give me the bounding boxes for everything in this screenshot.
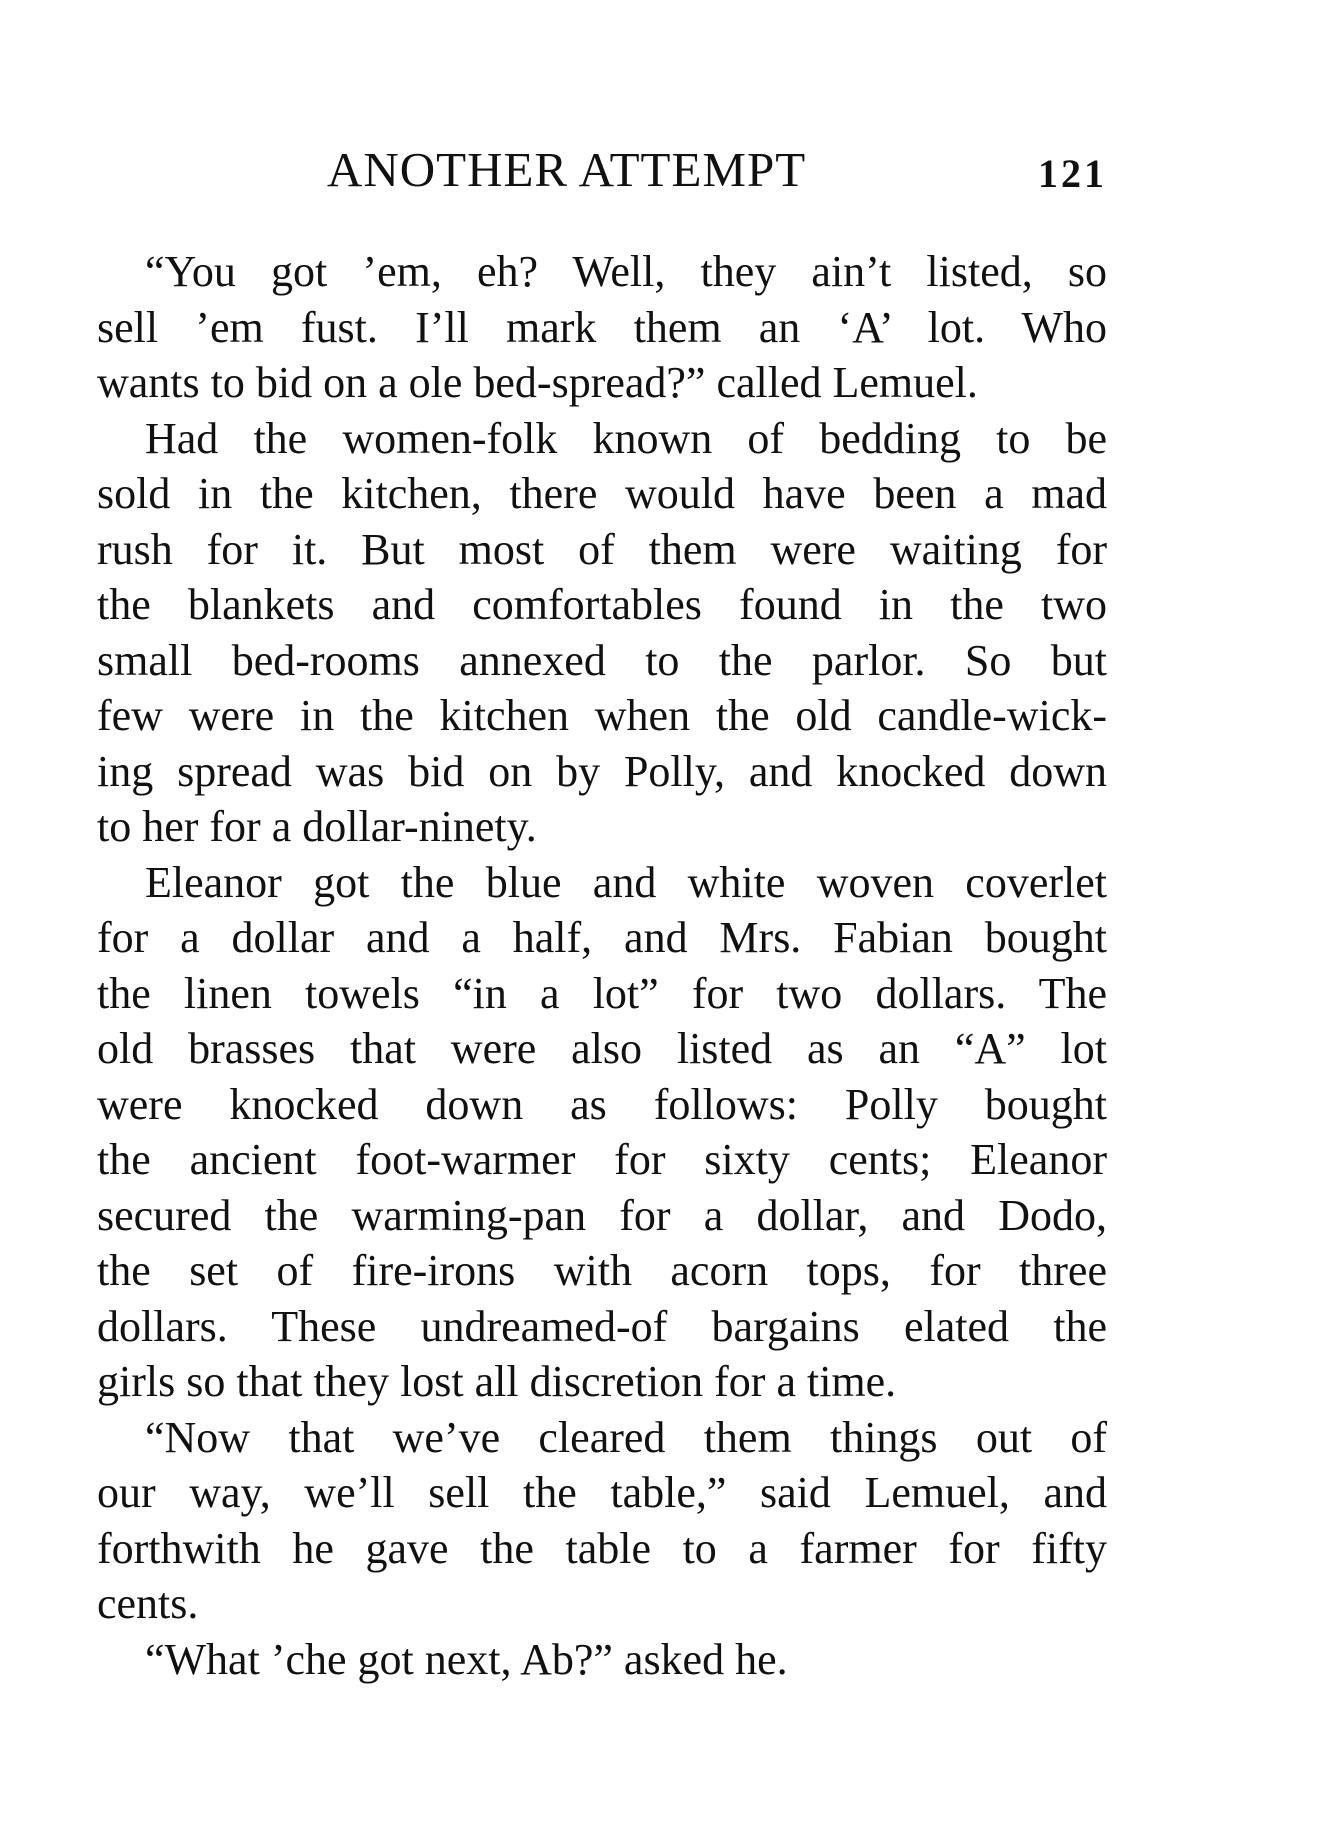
chapter-title: ANOTHER ATTEMPT <box>327 142 807 197</box>
text-line: our way, we’ll sell the table,” said Lemuel, and <box>97 1468 1107 1517</box>
text-line: the ancient foot-warmer for sixty cents; Eleanor <box>97 1135 1107 1184</box>
text-line: Had the women-folk known of bedding to be <box>145 413 1107 463</box>
text-line: girls so that they lost all discretion for a time. <box>97 1357 897 1406</box>
text-line: secured the warming-pan for a dollar, and Dodo, <box>97 1190 1107 1240</box>
text-line: few were in the kitchen when the old candle-wick- <box>97 691 1107 740</box>
text-line: wants to bid on a ole bed-spread?” called Lemuel. <box>97 358 978 407</box>
text-line: the set of fire-irons with acorn tops, for three <box>97 1246 1107 1295</box>
text-line: sold in the kitchen, there would have been a mad <box>97 469 1107 518</box>
text-line: for a dollar and a half, and Mrs. Fabian bought <box>97 913 1107 962</box>
text-line: the blankets and comfortables found in the two <box>97 580 1107 629</box>
page-number: 121 <box>1038 151 1107 196</box>
text-line: “Now that we’ve cleared them things out of <box>145 1412 1107 1462</box>
text-line: the linen towels “in a lot” for two dollars. The <box>97 968 1107 1018</box>
text-line: rush for it. But most of them were waiting for <box>97 524 1107 574</box>
text-line: Eleanor got the blue and white woven coverlet <box>145 857 1107 907</box>
text-line: cents. <box>97 1579 199 1628</box>
text-line: dollars. These undreamed-of bargains elated the <box>97 1301 1107 1351</box>
text-line: forthwith he gave the table to a farmer for fifty <box>97 1523 1107 1573</box>
text-line: old brasses that were also listed as an “A” lot <box>97 1024 1107 1073</box>
text-line: “You got ’em, eh? Well, they ain’t listed, so <box>145 247 1107 296</box>
text-line: small bed-rooms annexed to the parlor. So but <box>97 635 1107 685</box>
text-line: “What ’che got next, Ab?” asked he. <box>145 1634 788 1684</box>
text-line: to her for a dollar-ninety. <box>97 802 537 851</box>
running-head <box>97 140 1107 200</box>
text-line: sell ’em fust. I’ll mark them an ‘A’ lot. Who <box>97 302 1107 352</box>
body-text <box>97 244 1107 1687</box>
text-line: ing spread was bid on by Polly, and knocked down <box>97 746 1107 796</box>
text-line: were knocked down as follows: Polly bought <box>97 1079 1107 1129</box>
